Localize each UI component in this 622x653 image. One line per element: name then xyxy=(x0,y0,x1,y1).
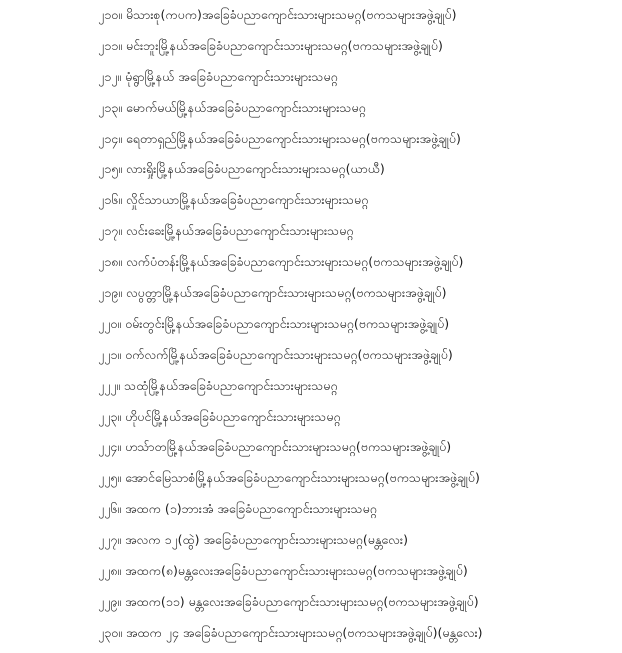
list-item: ၂၂၂။ သထုံမြို့နယ်အခြေခံပညာကျောင်းသားများသမဂ္ဂ xyxy=(98,377,338,393)
union-list xyxy=(98,4,608,653)
list-item: ၂၂၆။ အထက (၁)ဘားအံ အခြေခံပညာကျောင်းသားများသမဂ္ဂ xyxy=(98,501,377,517)
list-item: ၂၂၄။ ဟသ်ာတမြို့နယ်အခြေခံပညာကျောင်းသားများသမဂ္ဂ(ဗကသများအဖွဲ့ချုပ်) xyxy=(98,439,452,455)
list-item: ၂၁၃။ မောက်မယ်မြို့နယ်အခြေခံပညာကျောင်းသားများသမဂ္ဂ xyxy=(98,99,366,115)
list-item: ၂၁၅။ လားရှိုးမြို့နယ်အခြေခံပညာကျောင်းသားများသမဂ္ဂ(ယာယီ) xyxy=(98,161,385,177)
list-item: ၂၁၁။ မင်းဘူးမြို့နယ်အခြေခံပညာကျောင်းသားများသမဂ္ဂ(ဗကသများအဖွဲ့ချုပ်) xyxy=(98,37,443,53)
list-item: ၂၂၈။ အထက(၈)မန္တလေးအခြေခံပညာကျောင်းသားများသမဂ္ဂ(ဗကသများအဖွဲ့ချုပ်) xyxy=(98,563,468,579)
list-item: ၂၂၉။ အထက(၁၁) မန္တလေးအခြေခံပညာကျောင်းသားများသမဂ္ဂ(ဗကသများအဖွဲ့ချုပ်) xyxy=(98,593,479,609)
list-item: ၂၁၉။ လပွတ္တာမြို့နယ်အခြေခံပညာကျောင်းသားများသမဂ္ဂ(ဗကသများအဖွဲ့ချုပ်) xyxy=(98,285,447,301)
list-item: ၂၁၀။ မိသားစု(ကပက)အခြေခံပညာကျောင်းသားများသမဂ္ဂ(ဗကသများအဖွဲ့ချုပ်) xyxy=(98,7,457,22)
list-item: ၂၂၅။ အောင်မြေသာစံမြို့နယ်အခြေခံပညာကျောင်းသားများသမဂ္ဂ(ဗကသများအဖွဲ့ချုပ်) xyxy=(98,470,480,486)
list-item: ၂၁၇။ လင်းခေးမြို့နယ်အခြေခံပညာကျောင်းသားများသမဂ္ဂ xyxy=(98,223,354,239)
list-item: ၂၂၇။ အလက ၁၂(ထွဲ) အခြေခံပညာကျောင်းသားများသမဂ္ဂ(မန္တလေး) xyxy=(98,532,408,548)
list-item: ၂၁၂။ မုံရွာမြို့နယ် အခြေခံပညာကျောင်းသားများသမဂ္ဂ xyxy=(98,68,338,84)
list-item: ၂၁၈။ လက်ပံတန်းမြို့နယ်အခြေခံပညာကျောင်းသားများသမဂ္ဂ(ဗကသများအဖွဲ့ချုပ်) xyxy=(98,254,464,270)
list-item: ၂၂၃။ ဟိုပင်မြို့နယ်အခြေခံပညာကျောင်းသားများသမဂ္ဂ xyxy=(98,408,341,424)
list-item: ၂၂၁။ ဝက်လက်မြို့နယ်အခြေခံပညာကျောင်းသားများသမဂ္ဂ(ဗကသများအဖွဲ့ချုပ်) xyxy=(98,346,453,362)
list-item: ၂၂၀။ ဝမ်းတွင်းမြို့နယ်အခြေခံပညာကျောင်းသားများသမဂ္ဂ(ဗကသများအဖွဲ့ချုပ်) xyxy=(98,315,450,331)
list-item: ၂၁၄။ ရေတာရှည်မြို့နယ်အခြေခံပညာကျောင်းသားများသမဂ္ဂ(ဗကသများအဖွဲ့ချုပ်) xyxy=(98,130,461,146)
list-item: ၂၃၀။ အထက ၂၄ အခြေခံပညာကျောင်းသားများသမဂ္ဂ(ဗကသများအဖွဲ့ချုပ်)(မန္တလေး) xyxy=(98,624,483,640)
list-item: ၂၁၆။ လှိုင်သာယာမြို့နယ်အခြေခံပညာကျောင်းသားများသမဂ္ဂ xyxy=(98,192,369,208)
